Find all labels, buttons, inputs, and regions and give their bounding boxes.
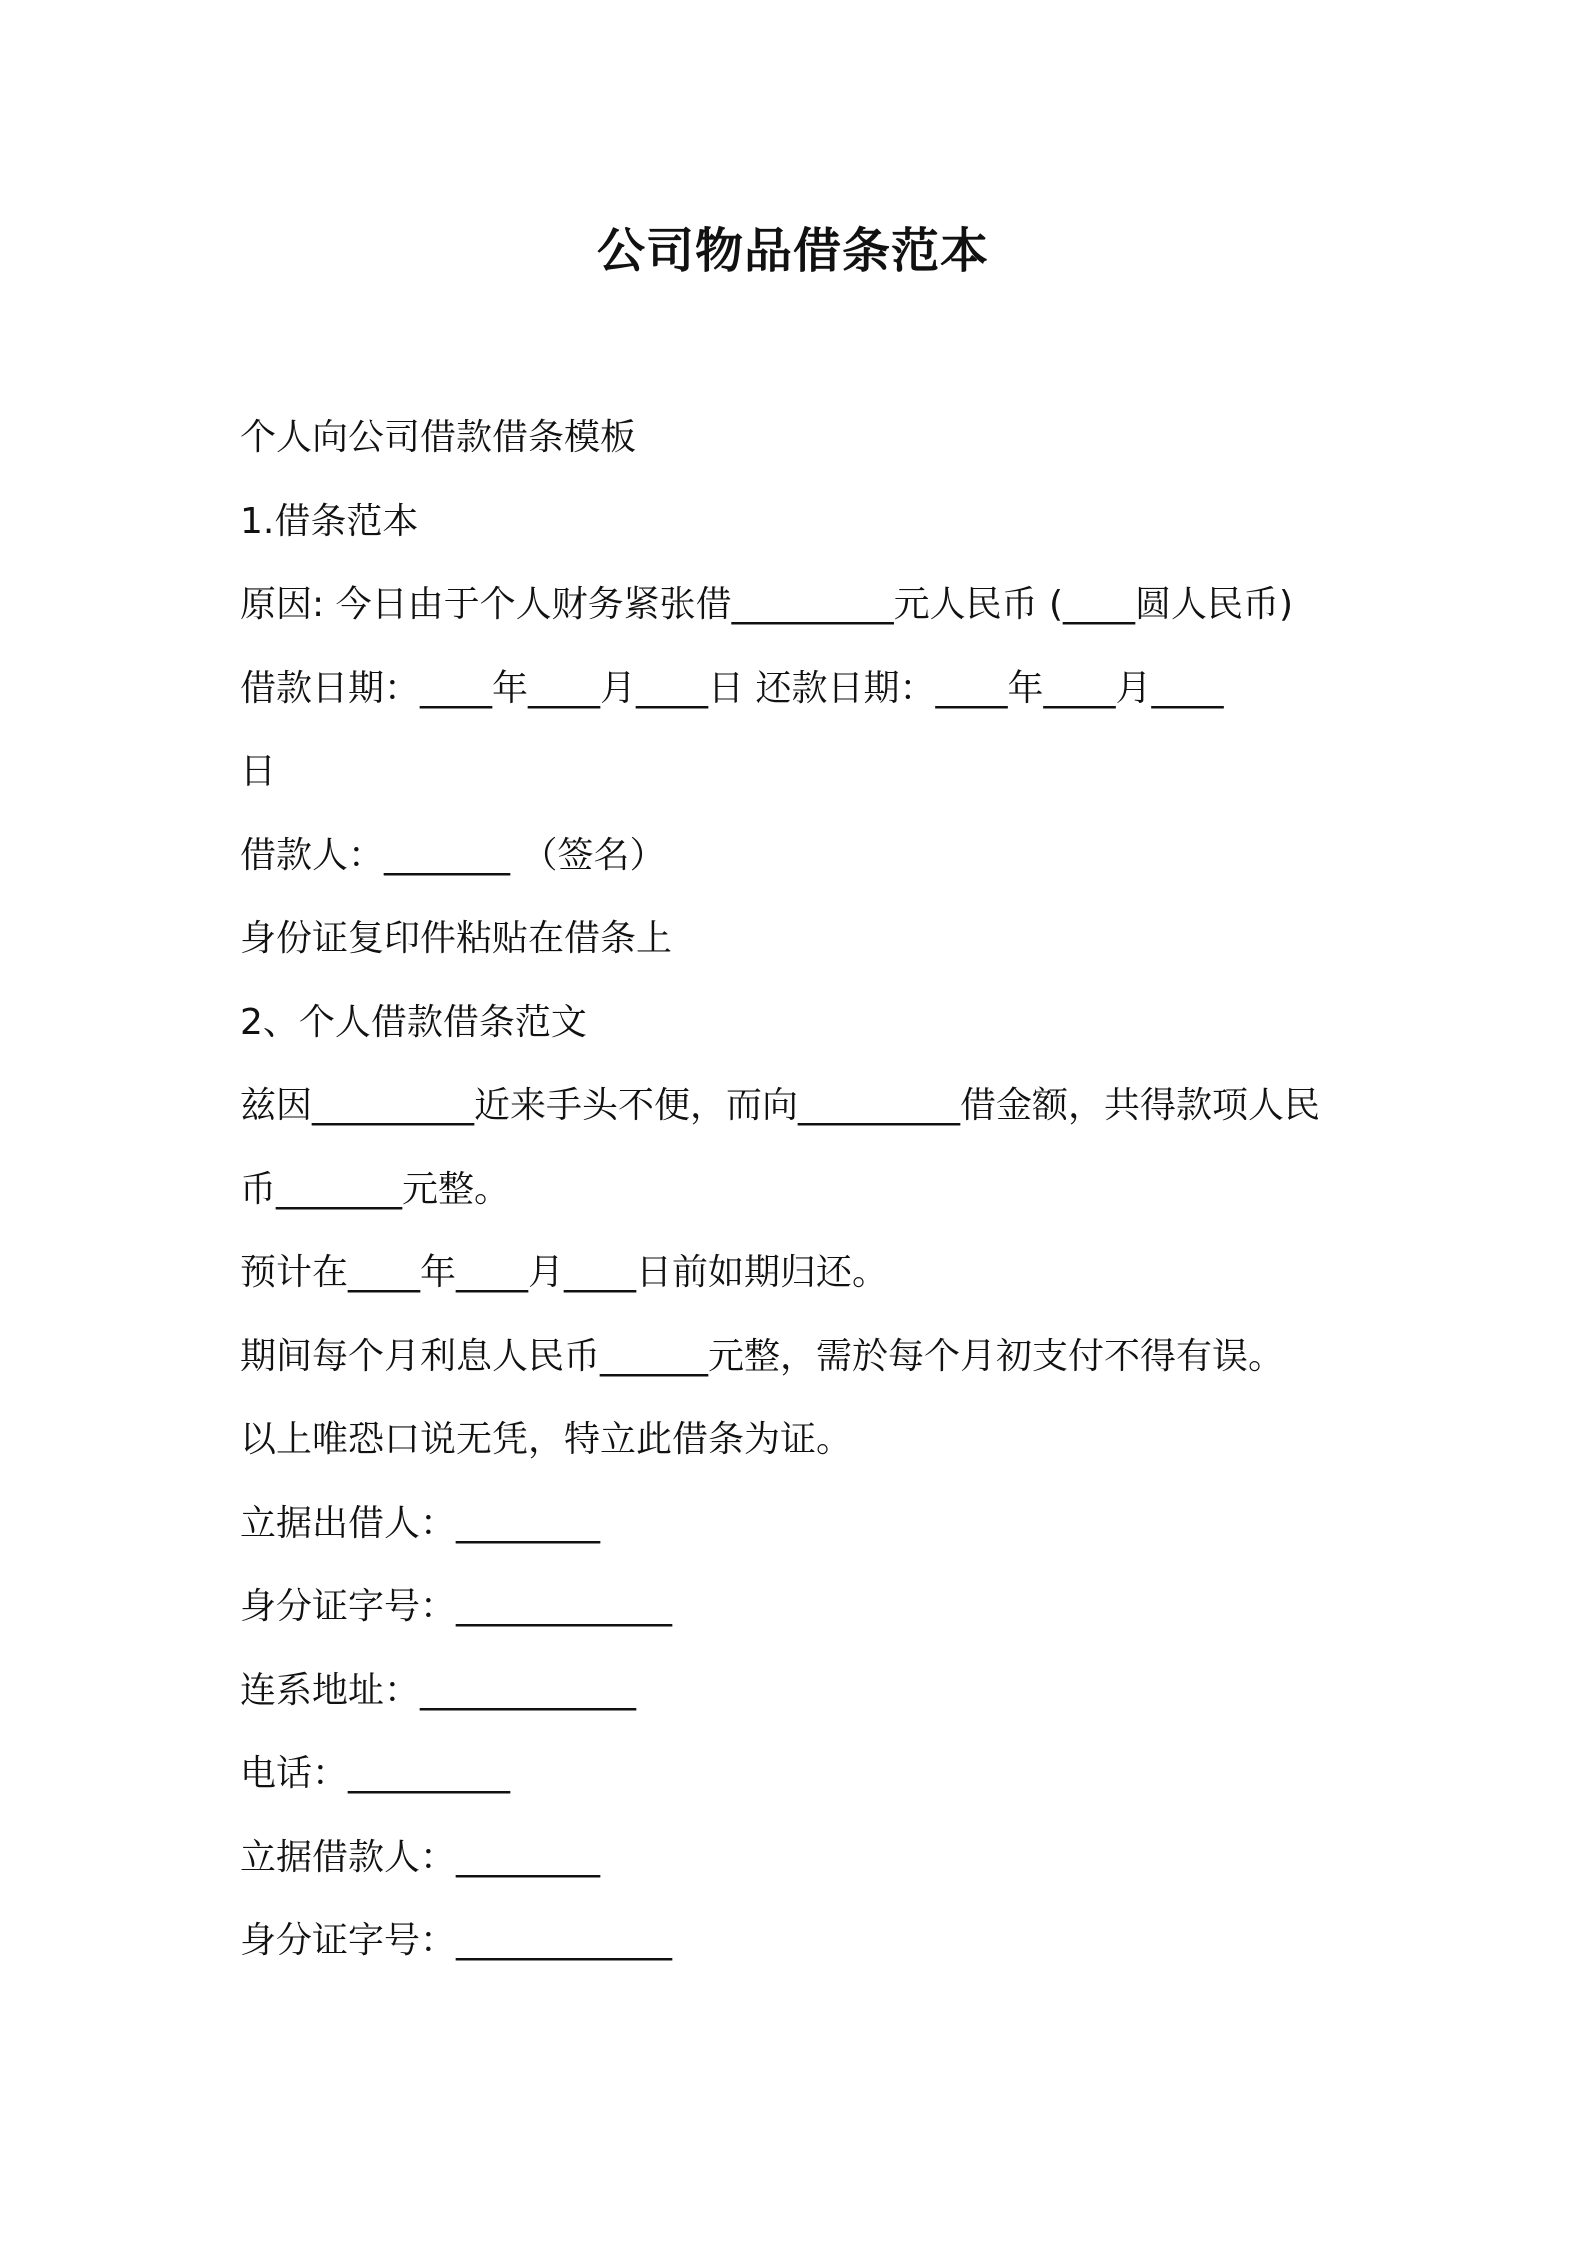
subsection-heading: 1.借条范本 <box>240 500 419 542</box>
lender-id-field: 身分证字号：____________ <box>240 1586 673 1627</box>
id-copy-note: 身份证复印件粘贴在借条上 <box>240 918 673 959</box>
interest-line: 期间每个月利息人民币______元整，需於每个月初支付不得有误。 <box>240 1335 1285 1377</box>
phone-field: 电话：_________ <box>240 1753 511 1794</box>
borrower-field: 立据借款人：________ <box>240 1836 601 1878</box>
section-heading: 个人向公司借款借条模板 <box>240 417 637 458</box>
borrower-signature-line: 借款人：_______ （签名） <box>240 834 666 876</box>
witness-line: 以上唯恐口说无凭，特立此借条为证。 <box>240 1419 853 1460</box>
document-body <box>240 408 1370 1995</box>
subsection-heading-2: 2、个人借款借条范文 <box>240 1001 587 1043</box>
repayment-line: 预计在____年____月____日前如期归还。 <box>240 1252 889 1293</box>
date-line: 借款日期：____年____月____日 还款日期：____年____月____ <box>240 667 1224 709</box>
date-line-continued: 日 <box>240 751 277 792</box>
body-paragraph-continued: 币_______元整。 <box>240 1168 511 1210</box>
reason-line: 原因: 今日由于个人财务紧张借_________元人民币 (____圆人民币) <box>240 584 1294 625</box>
address-field: 连系地址：____________ <box>240 1669 637 1711</box>
document-title: 公司物品借条范本 <box>596 223 989 279</box>
lender-field: 立据出借人：________ <box>240 1502 601 1544</box>
borrower-id-field: 身分证字号：____________ <box>240 1920 673 1961</box>
body-paragraph: 兹因_________近来手头不便，而向_________借金额，共得款项人民 <box>240 1085 1321 1126</box>
